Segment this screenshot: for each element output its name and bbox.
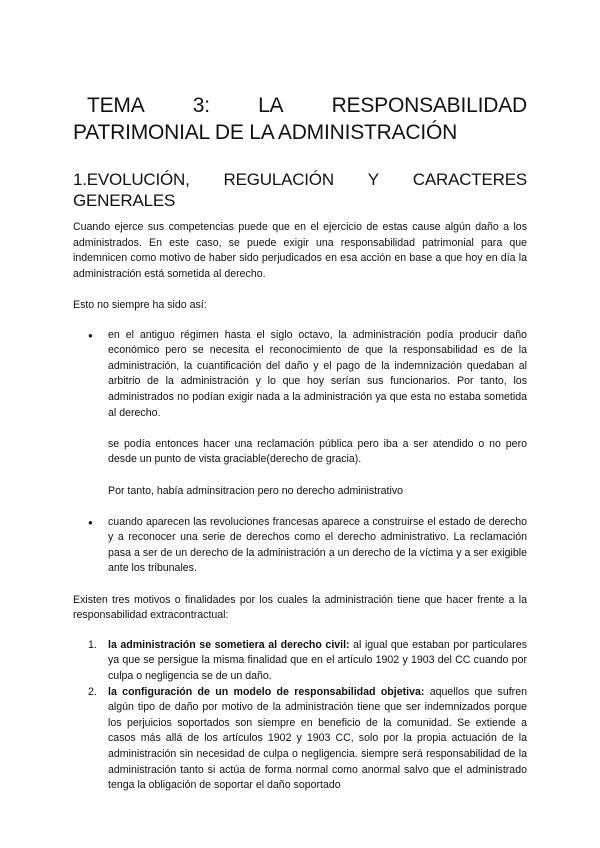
section-word: REGULACIÓN	[223, 170, 334, 189]
bullet-item-antiguo-regimen	[73, 328, 527, 500]
document-page	[73, 92, 527, 794]
title-word: 3:	[192, 94, 210, 117]
title-line-2: PATRIMONIAL DE LA ADMINISTRACIÓN	[73, 121, 458, 144]
section-word: 1.EVOLUCIÓN,	[73, 170, 190, 189]
section-heading-line-2: GENERALES	[73, 191, 176, 210]
title-word: LA	[258, 94, 284, 117]
list-number: 2.	[88, 685, 97, 698]
reasons-intro-paragraph: Existen tres motivos o finalidades por los cuales la administración tiene que hacer frente a la responsabilidad extracontractual:	[73, 593, 527, 622]
reason-body: aquellos que sufren algún tipo de daño por motivo de la administración tiene que ser indemnizados porque los perjuicios soportados son siempre en beneficio de la comunidad. Se extiende a casos más allá de los artículos 1902 y 1903 CC, solo por la propia actuación de la administración sin necesidad de culpa o negligencia. siempre será responsabilidad de la administración tanto si actúa de forma normal como anormal salvo que el administrado tenga la obligación de soportar el daño soportado	[108, 685, 527, 792]
not-always-paragraph: Esto no siempre ha sido así:	[73, 298, 207, 311]
bullet-sub-paragraph: se podía entonces hacer una reclamación pública pero iba a ser atendido o no pero desde un punto de vista graciable(derecho de gracia).	[108, 437, 527, 466]
title-word: RESPONSABILIDAD	[331, 94, 527, 117]
reason-text	[108, 638, 527, 685]
section-word: Y	[367, 170, 379, 189]
section-heading	[73, 169, 527, 211]
bullet-text: ● cuando aparecen las revoluciones francesas aparece a construirse el estado de derecho y a reconocer una serie de derechos como el derecho administrativo. La reclamación pasa a ser de un derecho de la administración a un derecho de la víctima y a ser exigible ante los tribunales.	[108, 515, 527, 575]
bullet-item-revoluciones	[73, 515, 527, 577]
reason-bold-lead: la administración se sometiera al derecho civil:	[108, 638, 350, 651]
reason-item-derecho-civil	[73, 638, 527, 685]
section-heading-line-1	[73, 169, 527, 190]
reason-text	[108, 685, 527, 794]
reasons-numbered-list	[73, 638, 527, 794]
reason-item-responsabilidad-objetiva	[73, 685, 527, 794]
list-number: 1.	[88, 638, 97, 651]
bullet-sub-paragraph: Por tanto, había adminsitracion pero no derecho administrativo	[108, 484, 404, 497]
title-word: TEMA	[87, 94, 145, 117]
reason-body: al igual que estaban por particulares ya que se persigue la misma finalidad que en el artículo 1902 y 1903 del CC cuando por culpa o negligencia se de un daño.	[108, 638, 528, 683]
bullet-text: ● en el antiguo régimen hasta el siglo octavo, la administración podía producir daño económico pero se necesita el reconocimiento de que la responsabilidad es de la administración, la cuantificación del daño y el pago de la indemnización quedaban al arbitrio de la administración y lo que hoy serían sus funcionarios. Por tanto, los administrados no podían exigir nada a la administración ya que esta no estaba sometida al derecho.	[108, 328, 527, 419]
title-line-1	[73, 92, 527, 119]
section-word: CARACTERES	[412, 170, 527, 189]
intro-paragraph: Cuando ejerce sus competencias puede que en el ejercicio de estas cause algún daño a los administrados. En este caso, se puede exigir una responsabilidad patrimonial para que indemnicen como motivo de haber sido perjudicados en esa acción en base a que hoy en día la administración está sometida al derecho.	[73, 221, 527, 280]
reason-bold-lead: la configuración de un modelo de responsabilidad objetiva:	[108, 685, 425, 698]
history-bullet-list	[73, 328, 527, 578]
page-title	[73, 92, 527, 146]
